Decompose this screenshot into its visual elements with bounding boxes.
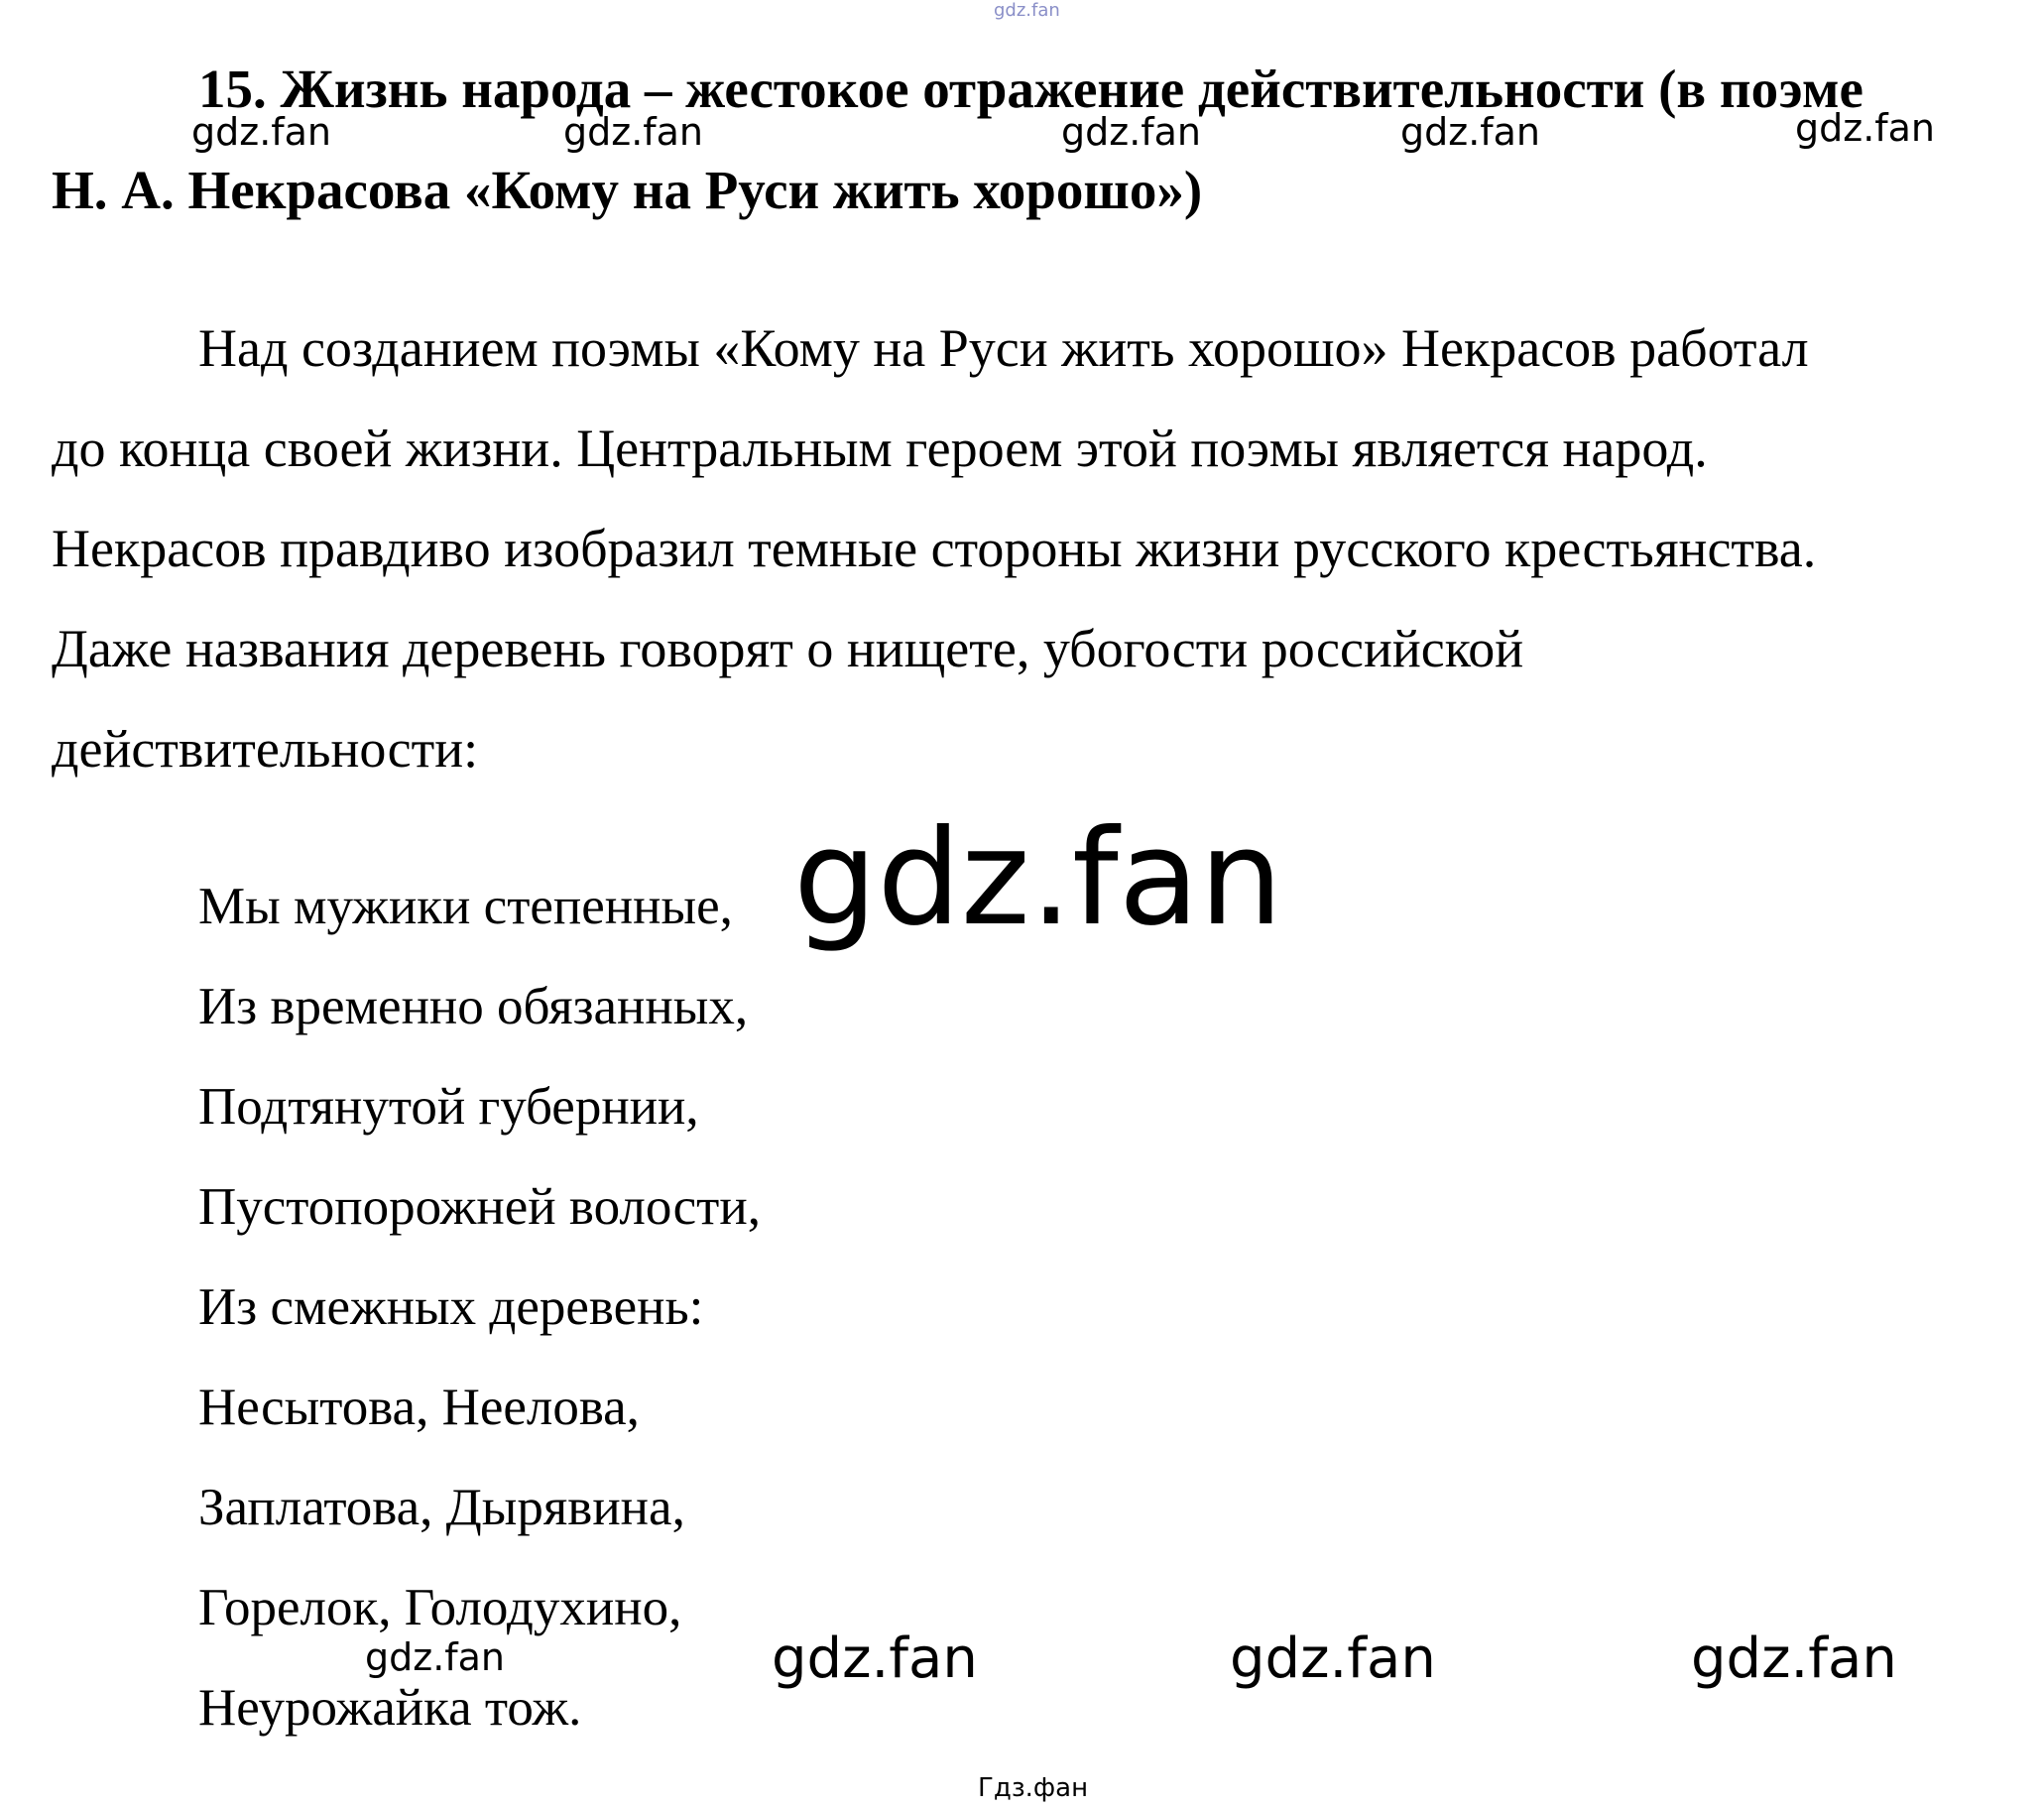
poem-line-3: Подтянутой губернии,	[198, 1078, 699, 1136]
watermark-bottom-2: gdz.fan	[772, 1627, 978, 1691]
footer-watermark: Гдз.фан	[978, 1773, 1089, 1803]
paragraph-line-4: Даже названия деревень говорят о нищете, убогости российской	[52, 619, 1524, 678]
poem-line-6: Несытова, Неелова,	[198, 1379, 640, 1436]
watermark-bottom-3: gdz.fan	[1230, 1627, 1436, 1691]
title-line-1: 15. Жизнь народа – жестокое отражение действительности (в поэме	[198, 59, 1864, 119]
watermark-row1-1: gdz.fan	[191, 110, 332, 154]
poem-line-1: Мы мужики степенные,	[198, 878, 733, 935]
paragraph-line-1: Над созданием поэмы «Кому на Руси жить хорошо» Некрасов работал	[198, 318, 1809, 378]
watermark-row1-2: gdz.fan	[563, 110, 704, 154]
watermark-bottom-1: gdz.fan	[365, 1635, 506, 1679]
watermark-bottom-4: gdz.fan	[1691, 1627, 1897, 1691]
watermark-row1-5: gdz.fan	[1795, 106, 1936, 150]
title-line-2: Н. А. Некрасова «Кому на Руси жить хорошо»)	[52, 160, 1203, 220]
poem-line-2: Из временно обязанных,	[198, 978, 749, 1035]
watermark-top: gdz.fan	[994, 0, 1060, 21]
watermark-row1-4: gdz.fan	[1400, 110, 1541, 154]
paragraph-line-2: до конца своей жизни. Центральным героем этой поэмы является народ.	[52, 419, 1708, 478]
poem-line-8: Горелок, Голодухино,	[198, 1579, 682, 1636]
poem-line-9: Неурожайка тож.	[198, 1679, 582, 1737]
poem-line-5: Из смежных деревень:	[198, 1278, 704, 1336]
paragraph-line-3: Некрасов правдиво изобразил темные стороны жизни русского крестьянства.	[52, 519, 1817, 578]
poem-line-7: Заплатова, Дырявина,	[198, 1479, 685, 1536]
watermark-row1-3: gdz.fan	[1061, 110, 1202, 154]
watermark-big: gdz.fan	[793, 802, 1283, 955]
poem-line-4: Пустопорожней волости,	[198, 1178, 761, 1236]
paragraph-line-5: действительности:	[52, 719, 479, 779]
